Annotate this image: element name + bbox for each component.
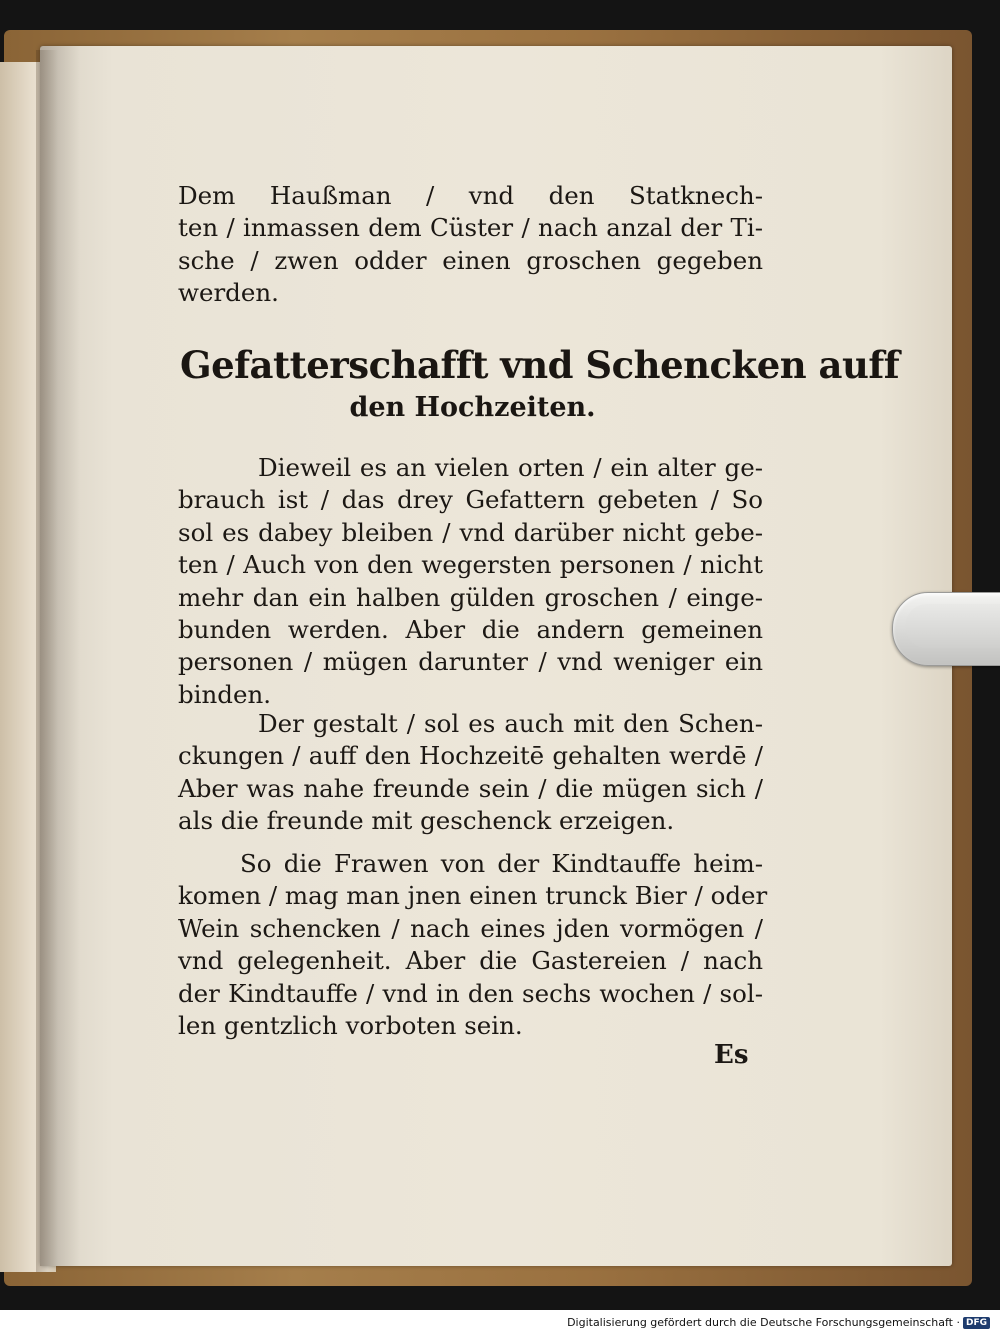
text-line: binden. [178, 679, 272, 709]
dfg-logo: DFG [963, 1317, 990, 1329]
page-clip-inner [905, 604, 1000, 648]
text-line: der Kindtauffe / vnd in den sechs wochen / sol- [178, 978, 763, 1008]
paragraph-4 [178, 848, 768, 1042]
text-line: komen / mag man jnen einen trunck Bier / oder [178, 881, 768, 911]
heading-line-1: Gefatterschafft vnd Schencken auff [180, 343, 900, 387]
text-line: So die Frawen von der Kindtauffe heim- [240, 849, 763, 878]
text-line: werden. [178, 278, 279, 308]
text-line: brauch ist / das drey Gefattern gebeten / So [178, 485, 763, 515]
heading-line-2: den Hochzeiten. [349, 392, 596, 423]
text-line: sol es dabey bleiben / vnd darüber nicht gebe- [178, 517, 763, 547]
text-line: Dem Haußman / vnd den Statknech- [178, 181, 763, 210]
paragraph-3 [178, 708, 763, 838]
text-line: Dieweil es an vielen orten / ein alter ge- [258, 453, 763, 482]
text-line: personen / mügen darunter / vnd weniger ein [178, 647, 763, 677]
text-line: ten / Auch von den wegersten personen / nicht [178, 550, 763, 580]
footer-text: Digitalisierung gefördert durch die Deutsche Forschungsgemeinschaft · [567, 1316, 960, 1329]
left-page-shadow [36, 50, 58, 1272]
text-line: Aber was nahe freunde sein / die mügen sich / [178, 773, 763, 803]
section-heading [180, 340, 900, 426]
paragraph-2 [178, 452, 763, 711]
text-line: als die freunde mit geschenck erzeigen. [178, 806, 675, 836]
catchword: Es [714, 1040, 749, 1070]
text-line: mehr dan ein halben gülden groschen / einge- [178, 582, 763, 612]
text-line: ckungen / auff den Hochzeitē gehalten werdē / [178, 741, 763, 771]
text-line: bunden werden. Aber die andern gemeinen [178, 615, 763, 645]
paragraph-1 [178, 180, 763, 310]
text-line: Wein schencken / nach eines jden vormögen / [178, 913, 763, 943]
text-line: len gentzlich vorboten sein. [178, 1011, 523, 1041]
text-line: ten / inmassen dem Cüster / nach anzal der Ti- [178, 213, 763, 243]
digitization-footer [567, 1316, 990, 1329]
text-line: sche / zwen odder einen groschen gegeben [178, 245, 763, 275]
text-line: vnd gelegenheit. Aber die Gastereien / nach [178, 946, 763, 976]
text-line: Der gestalt / sol es auch mit den Schen- [258, 709, 763, 738]
